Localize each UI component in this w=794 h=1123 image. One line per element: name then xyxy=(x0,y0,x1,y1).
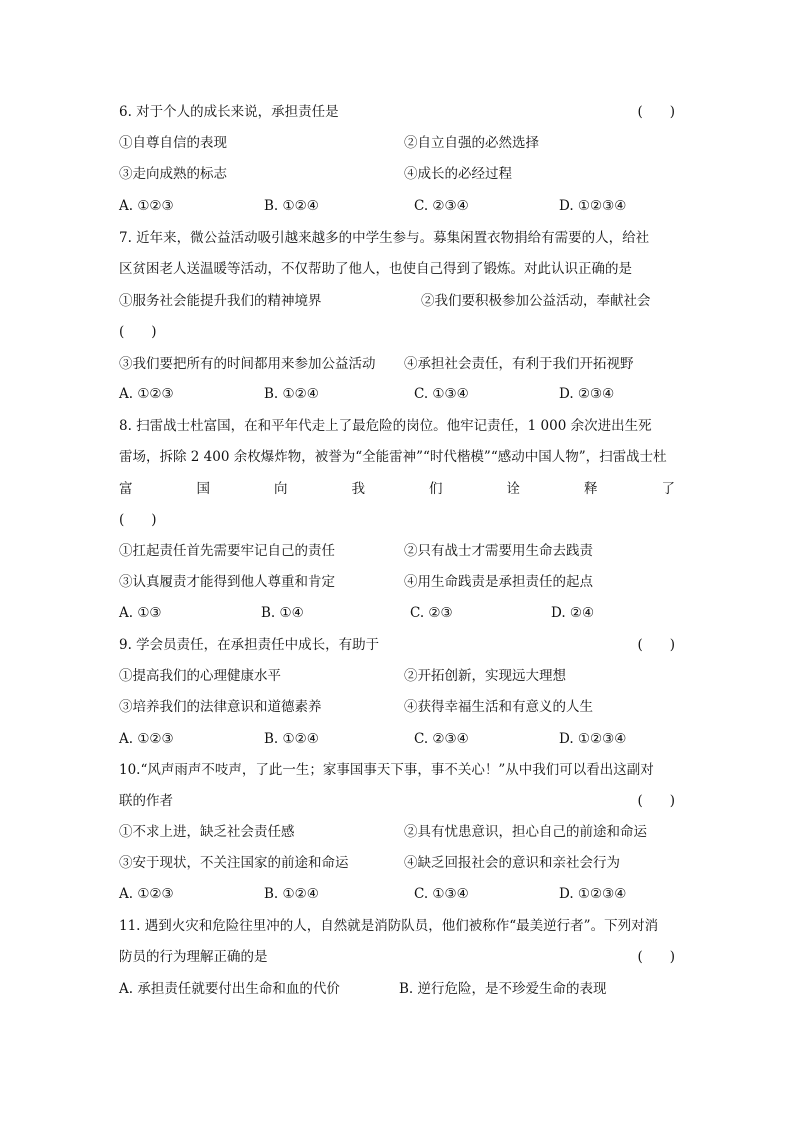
q7-option-d: D. ②③④ xyxy=(559,386,615,402)
q11-option-b: B. 逆行危险，是不珍爱生命的表现 xyxy=(399,981,607,997)
q9-stem-line xyxy=(119,635,675,655)
q8-stem-char: 富 xyxy=(119,481,133,497)
q6-option-c: C. ②③④ xyxy=(414,198,469,214)
q6-option-b: B. ①②④ xyxy=(264,198,319,214)
q7-item-2: ②我们要积极参加公益活动，奉献社会 xyxy=(421,293,651,309)
q10-item-4: ④缺乏回报社会的意识和亲社会行为 xyxy=(404,855,620,871)
q6-stem: 6. 对于个人的成长来说，承担责任是 xyxy=(119,104,339,120)
q11-options xyxy=(119,979,675,999)
q9-option-a: A. ①②③ xyxy=(119,731,174,747)
q8-option-b: B. ①④ xyxy=(261,605,304,621)
q7-option-a: A. ①②③ xyxy=(119,386,174,402)
q8-item-2: ②只有战士才需要用生命去践责 xyxy=(404,543,593,559)
q8-stem-char: 国 xyxy=(196,481,210,497)
q8-stem-line-2: 雷场，拆除 2 400 余枚爆炸物，被誉为“全能雷神”“时代楷模”“感动中国人物”，扫雷战士杜 xyxy=(119,449,667,465)
q7-items-row-2 xyxy=(119,354,675,374)
q7-stem-line-1: 7. 近年来，微公益活动吸引越来越多的中学生参与。募集闲置衣物捐给有需要的人，给社 xyxy=(119,230,650,246)
q7-stem-line-2: 区贫困老人送温暖等活动，不仅帮助了他人，也使自己得到了锻炼。对此认识正确的是 xyxy=(119,261,632,277)
q10-answer-paren: ( ) xyxy=(637,793,675,809)
q10-stem-line-2 xyxy=(119,791,675,811)
q10-option-b: B. ①②④ xyxy=(264,886,319,902)
q7-answer-paren: ( ) xyxy=(119,324,157,340)
q6-item-2: ②自立自强的必然选择 xyxy=(404,135,539,151)
q7-options xyxy=(119,384,675,404)
q9-option-c: C. ②③④ xyxy=(414,731,469,747)
q9-stem: 9. 学会员责任，在承担责任中成长，有助于 xyxy=(119,637,380,653)
q8-stem-char: 诠 xyxy=(506,481,520,497)
q6-items-row-2 xyxy=(119,164,675,184)
q6-item-1: ①自尊自信的表现 xyxy=(119,135,227,151)
q7-option-c: C. ①③④ xyxy=(414,386,469,402)
q8-stem-char: 们 xyxy=(429,481,443,497)
q9-item-4: ④获得幸福生活和有意义的人生 xyxy=(404,699,593,715)
q8-answer-paren: ( ) xyxy=(119,512,157,528)
q10-stem-line-1: 10.“风声雨声不吱声，了此一生；家事国事天下事，事不关心！”从中我们可以看出这副对 xyxy=(119,762,654,778)
q9-item-2: ②开拓创新，实现远大理想 xyxy=(404,668,566,684)
q9-items-row-1 xyxy=(119,666,675,686)
q6-item-4: ④成长的必经过程 xyxy=(404,166,512,182)
q9-answer-paren: ( ) xyxy=(637,637,675,653)
q7-item-3: ③我们要把所有的时间都用来参加公益活动 xyxy=(119,356,376,372)
q7-item-1: ①服务社会能提升我们的精神境界 xyxy=(119,293,322,309)
q7-items-row-1 xyxy=(119,291,675,311)
q8-stem-char: 释 xyxy=(584,481,598,497)
q9-item-1: ①提高我们的心理健康水平 xyxy=(119,668,281,684)
q8-stem-char: 我 xyxy=(351,481,365,497)
q6-stem-line xyxy=(119,102,675,122)
q11-answer-paren: ( ) xyxy=(637,949,675,965)
q6-option-a: A. ①②③ xyxy=(119,198,174,214)
q8-stem-line-1: 8. 扫雷战士杜富国，在和平年代走上了最危险的岗位。他牢记责任，1 000 余次进出生死 xyxy=(119,418,652,434)
q11-stem-line-1: 11. 遇到火灾和危险往里冲的人，自然就是消防队员，他们被称作“最美逆行者”。下列对消 xyxy=(119,918,659,934)
q9-option-d: D. ①②③④ xyxy=(559,731,627,747)
q8-stem-line-3 xyxy=(119,479,675,499)
q8-options xyxy=(119,603,675,623)
q10-items-row-1 xyxy=(119,822,675,842)
q10-option-c: C. ①③④ xyxy=(414,886,469,902)
q8-option-d: D. ②④ xyxy=(551,605,595,621)
q11-stem: 防员的行为理解正确的是 xyxy=(119,949,268,965)
q11-option-a: A. 承担责任就要付出生命和血的代价 xyxy=(119,981,340,997)
q9-items-row-2 xyxy=(119,697,675,717)
q8-items-row-2 xyxy=(119,572,675,592)
q8-stem-char: 了 xyxy=(661,481,675,497)
q9-item-3: ③培养我们的法律意识和道德素养 xyxy=(119,699,322,715)
q8-option-a: A. ①③ xyxy=(119,605,162,621)
q11-stem-line-2 xyxy=(119,947,675,967)
q10-items-row-2 xyxy=(119,853,675,873)
q6-options xyxy=(119,196,675,216)
q8-item-1: ①扛起责任首先需要牢记自己的责任 xyxy=(119,543,335,559)
q8-stem-char: 向 xyxy=(274,481,288,497)
q10-item-2: ②具有忧患意识，担心自己的前途和命运 xyxy=(404,824,647,840)
q6-items-row-1 xyxy=(119,133,675,153)
q6-option-d: D. ①②③④ xyxy=(559,198,627,214)
q8-item-3: ③认真履责才能得到他人尊重和肯定 xyxy=(119,574,335,590)
q10-item-3: ③安于现状，不关注国家的前途和命运 xyxy=(119,855,349,871)
q10-option-d: D. ①②③④ xyxy=(559,886,627,902)
q6-answer-paren: ( ) xyxy=(637,104,675,120)
q7-option-b: B. ①②④ xyxy=(264,386,319,402)
q9-option-b: B. ①②④ xyxy=(264,731,319,747)
q8-option-c: C. ②③ xyxy=(410,605,453,621)
q10-options xyxy=(119,884,675,904)
q10-item-1: ①不求上进，缺乏社会责任感 xyxy=(119,824,295,840)
q10-option-a: A. ①②③ xyxy=(119,886,174,902)
q10-stem: 联的作者 xyxy=(119,793,173,809)
q8-item-4: ④用生命践责是承担责任的起点 xyxy=(404,574,593,590)
q7-item-4: ④承担社会责任，有利于我们开拓视野 xyxy=(404,356,634,372)
q9-options xyxy=(119,729,675,749)
q6-item-3: ③走向成熟的标志 xyxy=(119,166,227,182)
q8-items-row-1 xyxy=(119,541,675,561)
